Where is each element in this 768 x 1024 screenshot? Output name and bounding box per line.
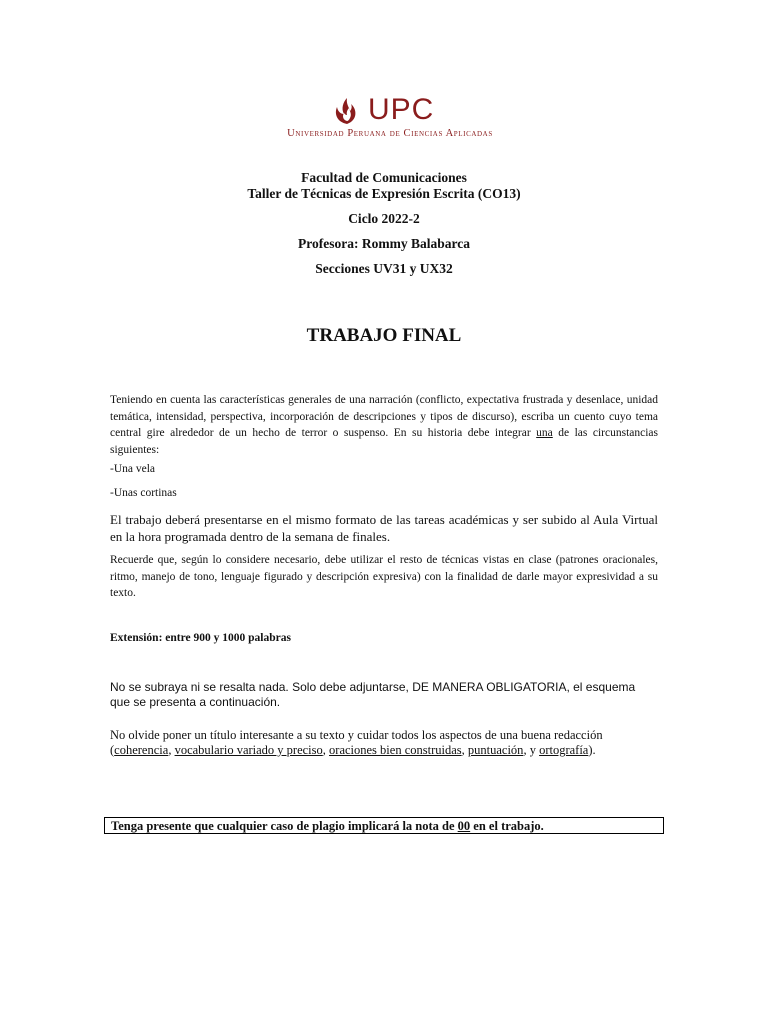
separator: , y — [523, 743, 540, 757]
notice-text-end: en el trabajo. — [470, 819, 544, 833]
criterion-coherencia: coherencia — [114, 743, 169, 757]
format-paragraph: El trabajo deberá presentarse en el mismo formato de las tareas académicas y ser subido al Aula Virtual en la hora programada dentro de la semana de finales. — [110, 512, 658, 544]
criterion-vocabulario: vocabulario variado y preciso — [174, 743, 323, 757]
page-title: TRABAJO FINAL — [306, 325, 462, 346]
separator: , — [322, 743, 330, 757]
criterion-puntuacion: puntuación — [467, 743, 524, 757]
list-item: -Una vela — [110, 463, 156, 475]
criterion-oraciones: oraciones bien construidas — [329, 743, 462, 757]
criterion-ortografia: ortografía — [539, 743, 589, 757]
separator: , — [461, 743, 468, 757]
professor-label: Profesora: Rommy Balabarca — [298, 236, 470, 251]
upc-logo — [270, 92, 510, 144]
intro-text: Teniendo en cuenta las características generales de una narración (conflicto, expectativa frustrada y desenlace, unidad temática, intensidad, perspectiva, incorporación de descripciones y tipos de discurso), escriba un cuento cuyo tema central gire alrededor de un hecho de terror o suspenso. En su historia debe integrar — [110, 394, 658, 439]
writing-paragraph — [110, 728, 658, 758]
logo-subtitle: Universidad Peruana de Ciencias Aplicadas — [287, 128, 493, 139]
extension-label: Extensión: entre 900 y 1000 palabras — [110, 632, 291, 644]
cycle-label: Ciclo 2022-2 — [348, 211, 420, 226]
intro-text-end: de las circunstancias siguientes: — [110, 427, 658, 456]
logo-wordmark: UPC — [368, 93, 435, 126]
separator: , — [168, 743, 175, 757]
course-name: Taller de Técnicas de Expresión Escrita (CO13) — [247, 186, 521, 201]
sections-label: Secciones UV31 y UX32 — [315, 261, 453, 276]
techniques-paragraph: Recuerde que, según lo considere necesario, debe utilizar el resto de técnicas vistas en clase (patrones oracionales, ritmo, manejo de tono, lenguaje figurado y descripción expresiva) con la finalidad de darle mayor expresividad a su texto. — [110, 554, 658, 599]
intro-paragraph — [110, 392, 658, 458]
notice-grade: 00 — [457, 819, 471, 833]
upc-flame-icon — [332, 96, 362, 126]
notice-text: Tenga presente que cualquier caso de plagio implicará la nota de — [111, 819, 458, 833]
schema-paragraph: No se subraya ni se resalta nada. Solo debe adjuntarse, DE MANERA OBLIGATORIA, el esquema que se presenta a continuación. — [110, 680, 636, 709]
writing-text-end: ). — [588, 743, 596, 757]
writing-text: No olvide poner un título interesante a su texto y cuidar todos los aspectos de una buena redacción ( — [110, 728, 603, 757]
faculty-name: Facultad de Comunicaciones — [301, 170, 467, 185]
intro-underlined-word: una — [536, 427, 553, 439]
list-item: -Unas cortinas — [110, 487, 177, 499]
plagiarism-notice — [104, 817, 664, 834]
